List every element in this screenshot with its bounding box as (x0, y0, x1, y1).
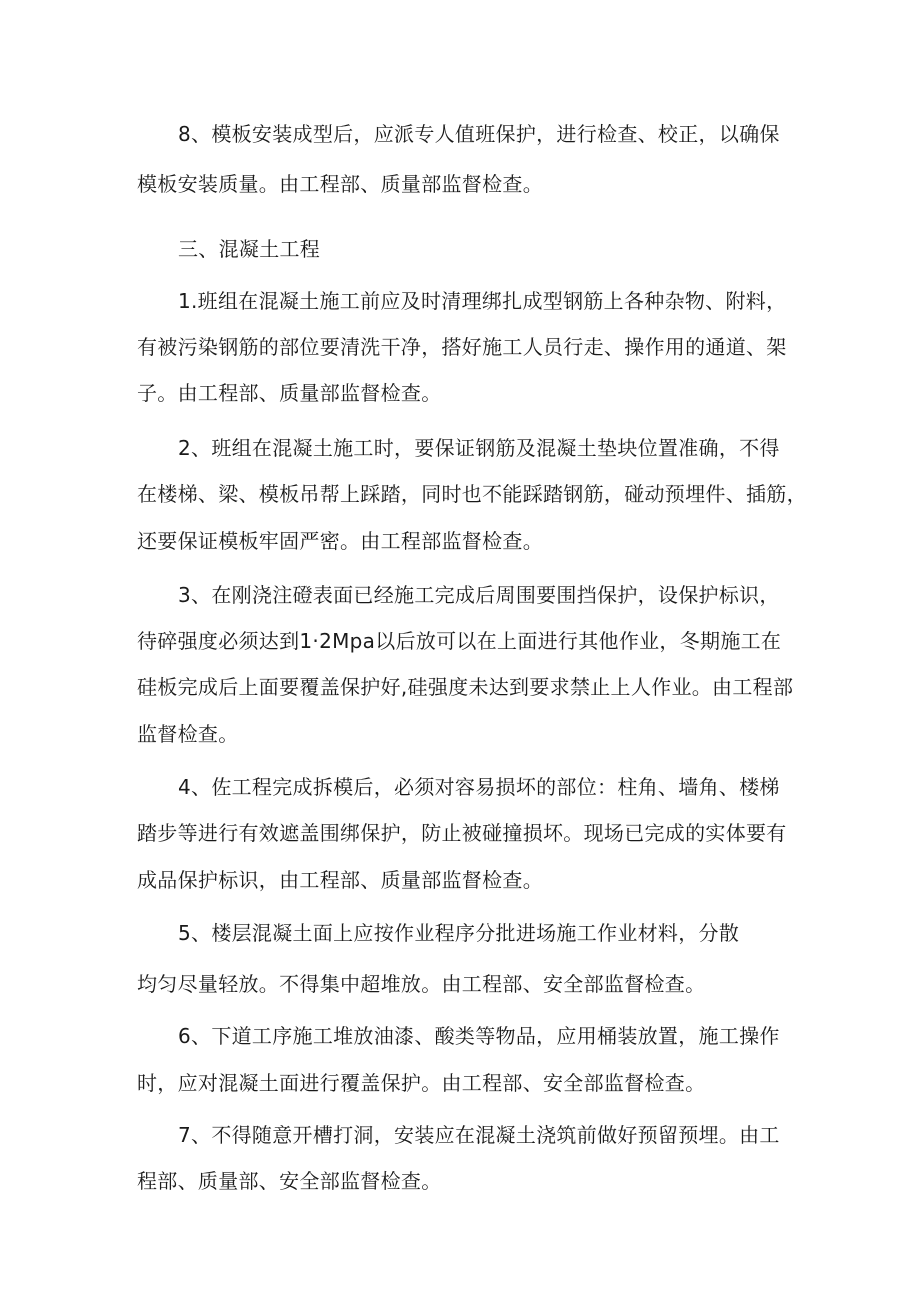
paragraph-4-line-1: 4、佐工程完成拆模后，必须对容易损坏的部位：柱角、墙角、楼梯 (178, 775, 780, 799)
paragraph-7-line-1: 7、不得随意开槽打洞，安装应在混凝土浇筑前做好预留预埋。由工 (178, 1123, 780, 1147)
paragraph-1-line-3: 子。由工程部、质量部监督检查。 (137, 381, 442, 405)
section-heading: 三、混凝土工程 (178, 237, 321, 261)
paragraph-5-line-1: 5、楼层混凝土面上应按作业程序分批进场施工作业材料，分散 (178, 921, 740, 945)
paragraph-3-line-3: 硅板完成后上面要覆盖保护好,硅强度未达到要求禁止上人作业。由工程部 (137, 675, 794, 699)
paragraph-8-line-1: 8、模板安装成型后，应派专人值班保护，进行检查、校正，以确保 (178, 122, 780, 146)
paragraph-6-line-2: 时，应对混凝土面进行覆盖保护。由工程部、安全部监督检查。 (137, 1071, 706, 1095)
paragraph-7-line-2: 程部、质量部、安全部监督检查。 (137, 1169, 442, 1193)
paragraph-3-line-1: 3、在刚浇注磴表面已经施工完成后周围要围挡保护，设保护标识， (178, 583, 780, 607)
paragraph-1-line-1: 1.班组在混凝土施工前应及时清理绑扎成型钢筋上各种杂物、附料， (178, 289, 787, 313)
paragraph-1-line-2: 有被污染钢筋的部位要清洗干净，搭好施工人员行走、操作用的通道、架 (137, 335, 787, 359)
paragraph-3-line-2: 待碎强度必须达到1·2Mpa以后放可以在上面进行其他作业，冬期施工在 (137, 629, 782, 653)
paragraph-5-line-2: 均匀尽量轻放。不得集中超堆放。由工程部、安全部监督检查。 (137, 972, 706, 996)
paragraph-6-line-1: 6、下道工序施工堆放油漆、酸类等物品，应用桶装放置，施工操作 (178, 1024, 780, 1048)
paragraph-2-line-3: 还要保证模板牢固严密。由工程部监督检查。 (137, 529, 543, 553)
paragraph-8-line-2: 模板安装质量。由工程部、质量部监督检查。 (137, 172, 543, 196)
paragraph-4-line-3: 成品保护标识，由工程部、质量部监督检查。 (137, 868, 543, 892)
paragraph-4-line-2: 踏步等进行有效遮盖围绑保护，防止被碰撞损坏。现场已完成的实体要有 (137, 821, 787, 845)
paragraph-2-line-2: 在楼梯、梁、模板吊帮上踩踏，同时也不能踩踏钢筋，碰动预埋件、插筋， (137, 482, 807, 506)
paragraph-2-line-1: 2、班组在混凝土施工时，要保证钢筋及混凝土垫块位置准确，不得 (178, 436, 780, 460)
paragraph-3-line-4: 监督检查。 (137, 722, 239, 746)
